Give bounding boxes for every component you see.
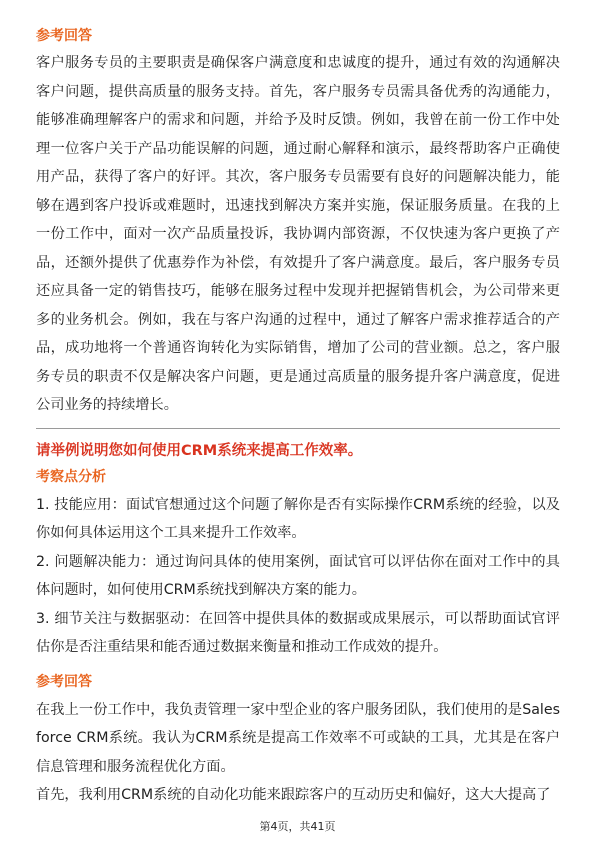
answer-heading: 参考回答 xyxy=(36,673,92,690)
analysis-item: 3. 细节关注与数据驱动：在回答中提供具体的数据或成果展示，可以帮助面试官评估你是否注重结果和能否通过数据来衡量和推动工作成效的提升。 xyxy=(36,610,560,655)
analysis-item: 2. 问题解决能力：通过询问具体的使用案例，面试官可以评估你在面对工作中的具体问题时，如何使用CRM系统找到解决方案的能力。 xyxy=(36,553,560,598)
analysis-section xyxy=(36,465,560,662)
answer-paragraph: 客户服务专员的主要职责是确保客户满意度和忠诚度的提升，通过有效的沟通解决客户问题，提供高质量的服务支持。首先，客户服务专员需具备优秀的沟通能力，能够准确理解客户的需求和问题，并给予及时反馈。例如，我曾在前一份工作中处理一位客户关于产品功能误解的问题，通过耐心解释和演示，最终帮助客户正确使用产品，获得了客户的好评。其次，客户服务专员需要有良好的问题解决能力，能够在遇到客户投诉或难题时，迅速找到解决方案并实施，保证服务质量。在我的上一份工作中，面对一次产品质量投诉，我协调内部资源，不仅快速为客户更换了产品，还额外提供了优惠券作为补偿，有效提升了客户满意度。最后，客户服务专员还应具备一定的销售技巧，能够在服务过程中发现并把握销售机会，为公司带来更多的业务机会。例如，我在与客户沟通的过程中，通过了解客户需求推荐适合的产品，成功地将一个普通咨询转化为实际销售，增加了公司的营业额。总之，客户服务专员的职责不仅是解决客户问题，更是通过高质量的服务提升客户满意度，促进公司业务的持续增长。 xyxy=(36,55,560,413)
analysis-heading: 考察点分析 xyxy=(36,468,106,485)
document-page xyxy=(36,24,560,810)
question-heading: 请举例说明您如何使用CRM系统来提高工作效率。 xyxy=(36,442,363,459)
answer-heading: 参考回答 xyxy=(36,28,92,44)
answer-paragraph: 在我上一份工作中，我负责管理一家中型企业的客户服务团队，我们使用的是Salesforce CRM系统。我认为CRM系统是提高工作效率不可或缺的工具，尤其是在客户信息管理和服务流程优化方面。 xyxy=(36,701,560,775)
answer-paragraph: 首先，我利用CRM系统的自动化功能来跟踪客户的互动历史和偏好，这大大提高了 xyxy=(36,787,551,803)
answer-section-1 xyxy=(36,24,560,420)
section-divider xyxy=(36,428,560,429)
page-number: 第4页，共41页 xyxy=(259,820,336,833)
analysis-item: 1. 技能应用：面试官想通过这个问题了解你是否有实际操作CRM系统的经验，以及你如何具体运用这个工具来提升工作效率。 xyxy=(36,496,560,541)
answer-section-2 xyxy=(36,670,560,810)
